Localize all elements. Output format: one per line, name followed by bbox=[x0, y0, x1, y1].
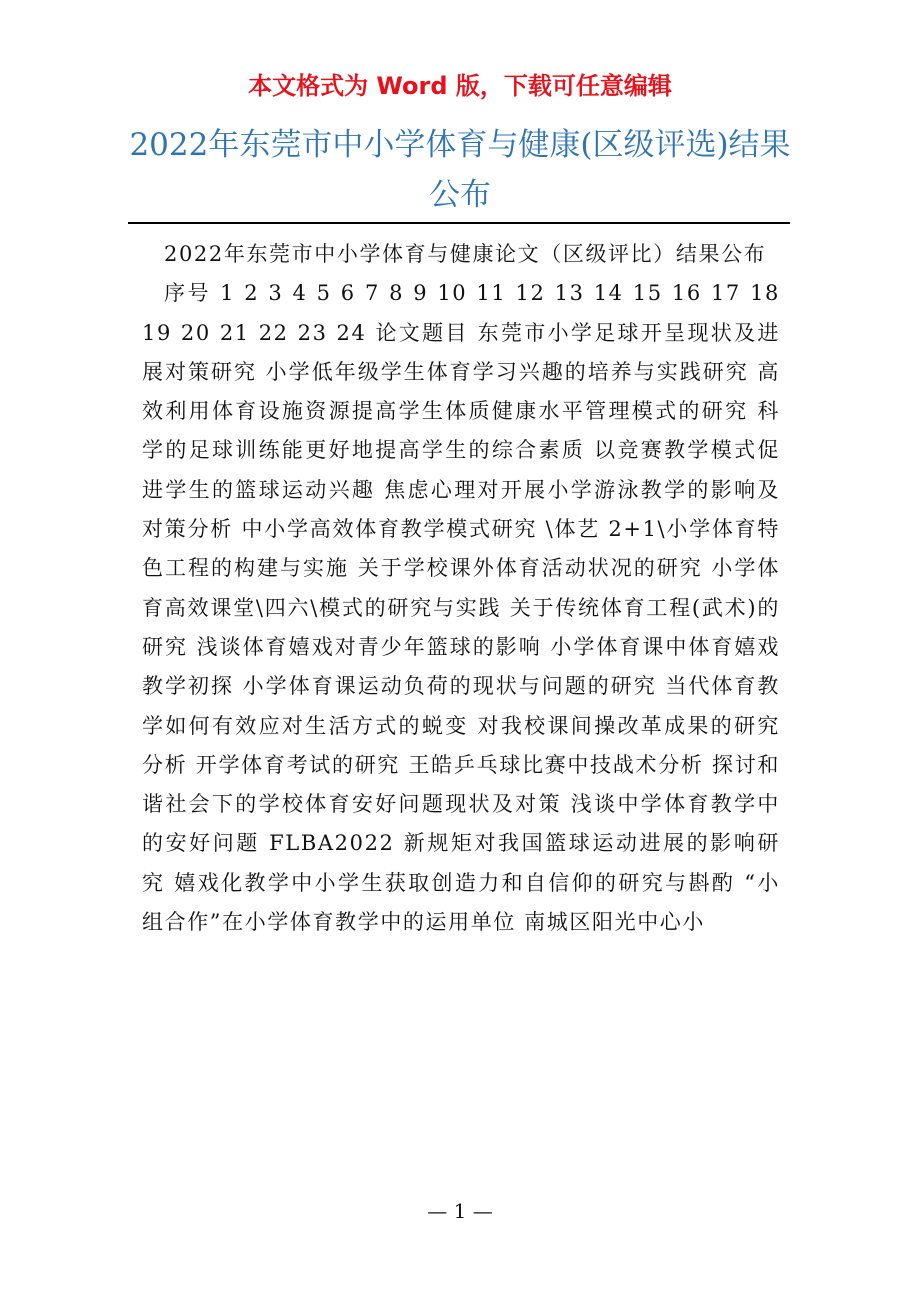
page-number: — 1 — bbox=[427, 1199, 493, 1223]
body-paragraph: 2022年东莞市中小学体育与健康论文（区级评比）结果公布 bbox=[164, 242, 767, 266]
document-body bbox=[142, 235, 780, 942]
word-format-notice: 本文格式为 Word 版，下载可任意编辑 bbox=[248, 72, 672, 100]
body-paragraph: 序号 1 2 3 4 5 6 7 8 9 10 11 12 13 14 15 16 17 18 19 20 21 22 23 24 论文题目 东莞市小学足球开呈现状及进展对策研究 小学低年级学生体育学习兴趣的培养与实践研究 高效利用体育设施资源提高学生体质健康水平管理模式的研究 科学的足球训练能更好地提高学生的综合素质 以竞赛教学模式促进学生的篮球运动兴趣 焦虑心理对开展小学游泳教学的影响及对策分析 中小学高效体育教学模式研究 \体艺 2+1\小学体育特色工程的构建与实施 关于学校课外体育活动状况的研究 小学体育高效课堂\四六\模式的研究与实践 关于传统体育工程(武术)的研究 浅谈体育嬉戏对青少年篮球的影响 小学体育课中体育嬉戏教学初探 小学体育课运动负荷的现状与问题的研究 当代体育教学如何有效应对生活方式的蜕变 对我校课间操改革成果的研究分析 开学体育考试的研究 王皓乒乓球比赛中技战术分析 探讨和谐社会下的学校体育安好问题现状及对策 浅谈中学体育教学中的安好问题 FLBA2022 新规矩对我国篮球运动进展的影响研究 嬉戏化教学中小学生获取创造力和自信仰的研究与斟酌 “小组合作”在小学体育教学中的运用单位 南城区阳光中心小 bbox=[142, 281, 780, 935]
title-divider bbox=[128, 222, 790, 224]
document-title: 2022年东莞市中小学体育与健康(区级评选)结果公布 bbox=[129, 127, 791, 213]
